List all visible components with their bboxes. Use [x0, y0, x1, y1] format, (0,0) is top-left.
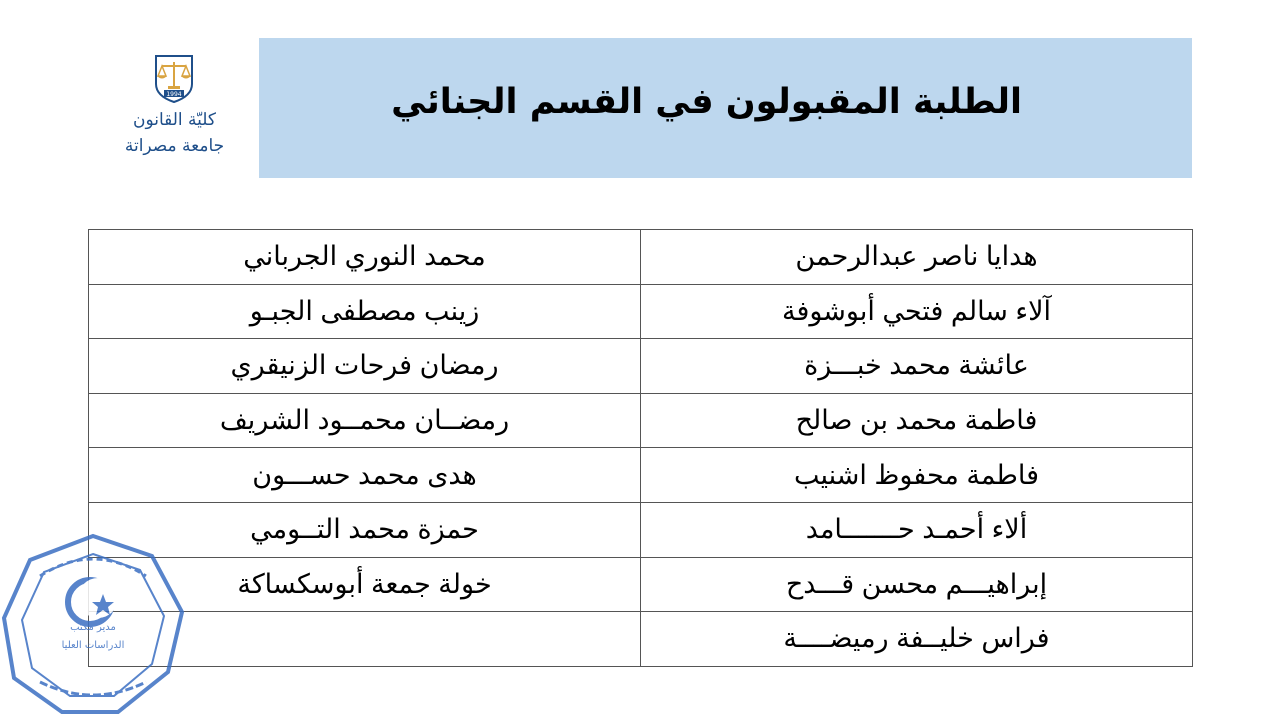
stamp-line-1: مدير مكتب — [70, 622, 116, 633]
student-name-cell: فاطمة محمد بن صالح — [641, 393, 1193, 448]
scales-of-justice-icon — [112, 50, 237, 110]
student-name-cell: خولة جمعة أبوسكساكة — [89, 557, 641, 612]
table-row — [89, 612, 1193, 667]
logo-college-name: كليّة القانون — [132, 110, 217, 130]
table-row — [89, 393, 1193, 448]
student-name-cell: آلاء سالم فتحي أبوشوفة — [641, 284, 1193, 339]
students-table — [88, 229, 1193, 667]
student-name-cell: فراس خليــفة رميضــــة — [641, 612, 1193, 667]
table-row — [89, 339, 1193, 394]
student-name-cell: محمد النوري الجرباني — [89, 230, 641, 285]
student-name-cell: عائشة محمد خبـــزة — [641, 339, 1193, 394]
logo-university-name: جامعة مصراتة — [124, 136, 225, 156]
student-name-cell: إبراهيـــم محسن قـــدح — [641, 557, 1193, 612]
student-name-cell: هدايا ناصر عبدالرحمن — [641, 230, 1193, 285]
college-logo — [112, 50, 237, 168]
student-name-cell: رمضان فرحات الزنيقري — [89, 339, 641, 394]
official-stamp — [0, 532, 186, 718]
student-name-cell: رمضــان محمــود الشريف — [89, 393, 641, 448]
table-row — [89, 448, 1193, 503]
logo-year: 1994 — [166, 91, 182, 98]
student-name-cell: زينب مصطفى الجبـو — [89, 284, 641, 339]
student-name-cell: ألاء أحمـد حـــــــامد — [641, 502, 1193, 557]
table-row — [89, 502, 1193, 557]
student-name-cell: فاطمة محفوظ اشنيب — [641, 448, 1193, 503]
table-row — [89, 230, 1193, 285]
student-name-cell: هدى محمد حســـون — [89, 448, 641, 503]
table-row — [89, 284, 1193, 339]
table-row — [89, 557, 1193, 612]
student-name-cell: حمزة محمد التــومي — [89, 502, 641, 557]
page-title: الطلبة المقبولون في القسم الجنائي — [391, 82, 1022, 122]
stamp-line-2: الدراسات العليا — [61, 640, 125, 651]
